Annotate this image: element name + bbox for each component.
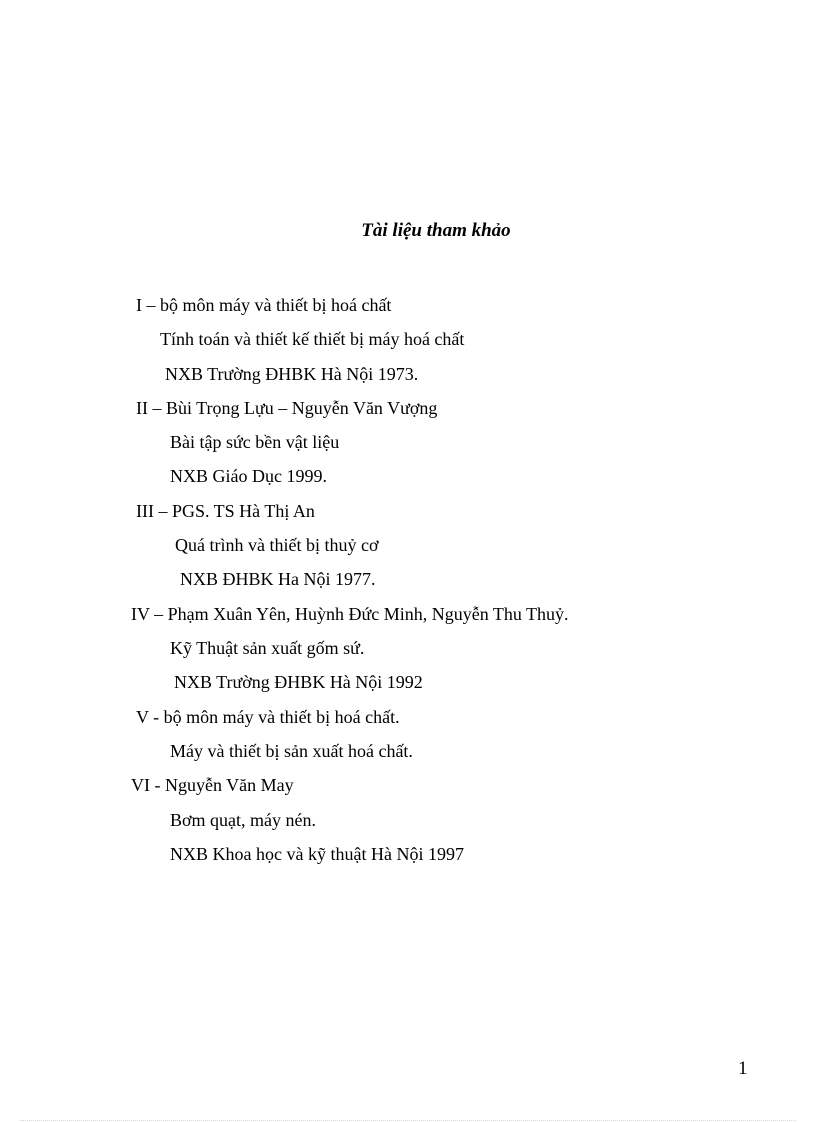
reference-4-heading: IV – Phạm Xuân Yên, Huỳnh Đức Minh, Nguyễn Thu Thuỷ. — [131, 604, 569, 624]
reference-1-publisher: NXB Trường ĐHBK Hà Nội 1973. — [165, 364, 419, 384]
page-number: 1 — [738, 1058, 748, 1079]
reference-2-title: Bài tập sức bền vật liệu — [170, 432, 340, 452]
footer-divider — [20, 1120, 796, 1121]
reference-1-heading: I – bộ môn máy và thiết bị hoá chất — [136, 295, 392, 315]
reference-6-publisher: NXB Khoa học và kỹ thuật Hà Nội 1997 — [170, 844, 464, 864]
reference-3-publisher: NXB ĐHBK Ha Nội 1977. — [180, 569, 376, 589]
page-title: Tài liệu tham khảo — [361, 220, 511, 241]
reference-3-heading: III – PGS. TS Hà Thị An — [136, 501, 315, 521]
reference-2-heading: II – Bùi Trọng Lựu – Nguyễn Văn Vượng — [136, 398, 438, 418]
reference-5-title: Máy và thiết bị sản xuất hoá chất. — [170, 741, 413, 761]
reference-4-publisher: NXB Trường ĐHBK Hà Nội 1992 — [174, 672, 423, 692]
reference-6-title: Bơm quạt, máy nén. — [170, 810, 316, 830]
reference-5-heading: V - bộ môn máy và thiết bị hoá chất. — [136, 707, 400, 727]
reference-3-title: Quá trình và thiết bị thuỷ cơ — [175, 535, 379, 555]
reference-4-title: Kỹ Thuật sản xuất gốm sứ. — [170, 638, 365, 658]
reference-6-heading: VI - Nguyễn Văn May — [131, 775, 294, 795]
reference-2-publisher: NXB Giáo Dục 1999. — [170, 466, 327, 486]
reference-1-title: Tính toán và thiết kế thiết bị máy hoá chất — [160, 329, 465, 349]
